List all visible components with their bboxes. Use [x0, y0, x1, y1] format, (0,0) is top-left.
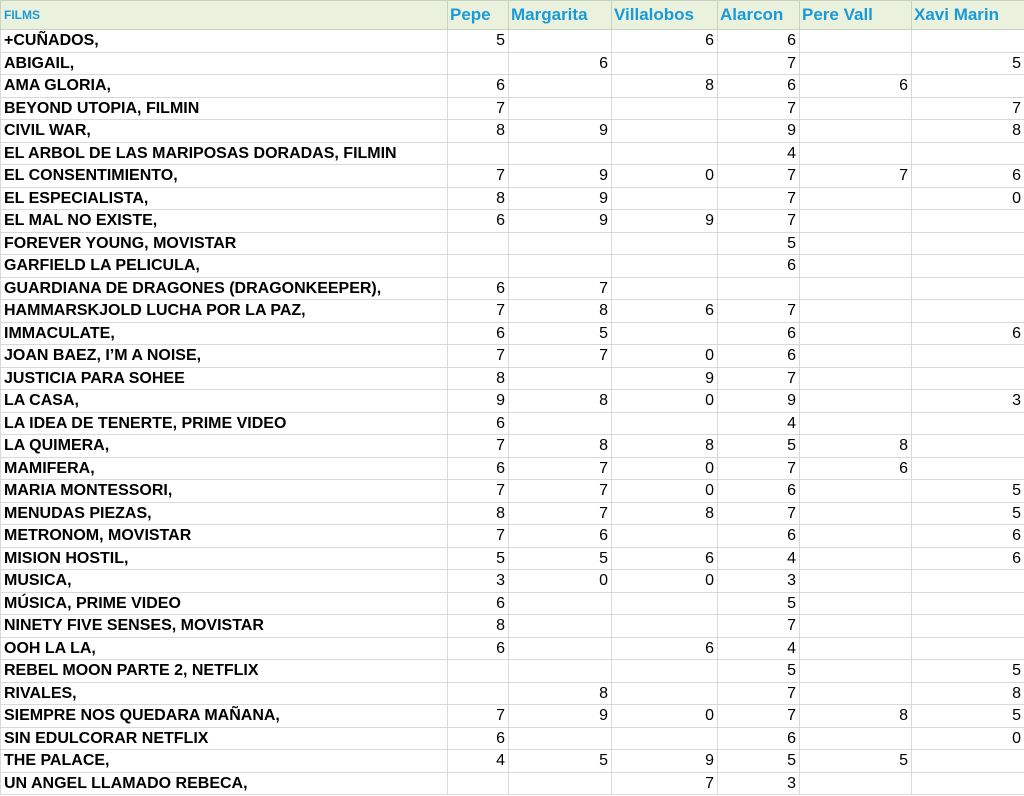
score-cell[interactable]: 5	[718, 232, 800, 255]
score-cell[interactable]	[800, 480, 912, 503]
score-cell[interactable]	[800, 772, 912, 795]
film-title-cell[interactable]: ABIGAIL,	[1, 52, 448, 75]
score-cell[interactable]	[800, 187, 912, 210]
score-cell[interactable]	[800, 367, 912, 390]
table-row	[1, 502, 1024, 525]
score-cell[interactable]	[800, 120, 912, 143]
score-cell[interactable]: 7	[912, 97, 1024, 120]
film-title-cell[interactable]: NINETY FIVE SENSES, MOVISTAR	[1, 615, 448, 638]
film-title-cell[interactable]: LA QUIMERA,	[1, 435, 448, 458]
score-cell[interactable]	[912, 367, 1024, 390]
score-cell[interactable]: 8	[509, 300, 612, 323]
score-cell[interactable]	[912, 277, 1024, 300]
film-title-cell[interactable]: METRONOM, MOVISTAR	[1, 525, 448, 548]
score-cell[interactable]: 6	[448, 592, 509, 615]
score-cell[interactable]: 4	[718, 637, 800, 660]
film-title-cell[interactable]: BEYOND UTOPIA, FILMIN	[1, 97, 448, 120]
score-cell[interactable]	[800, 637, 912, 660]
score-cell[interactable]	[718, 277, 800, 300]
score-cell[interactable]	[509, 142, 612, 165]
score-cell[interactable]: 8	[509, 435, 612, 458]
score-cell[interactable]: 9	[718, 120, 800, 143]
score-cell[interactable]: 6	[448, 277, 509, 300]
score-cell[interactable]	[912, 232, 1024, 255]
film-title-cell[interactable]: EL CONSENTIMIENTO,	[1, 165, 448, 188]
score-cell[interactable]	[612, 727, 718, 750]
score-cell[interactable]: 8	[509, 682, 612, 705]
score-cell[interactable]: 0	[509, 570, 612, 593]
score-cell[interactable]	[912, 637, 1024, 660]
score-cell[interactable]	[800, 232, 912, 255]
score-cell[interactable]: 8	[612, 75, 718, 98]
score-cell[interactable]: 6	[612, 30, 718, 53]
score-cell[interactable]	[912, 772, 1024, 795]
score-cell[interactable]	[509, 75, 612, 98]
score-cell[interactable]	[800, 255, 912, 278]
score-cell[interactable]: 6	[800, 75, 912, 98]
header-rater-margarita[interactable]: Margarita	[509, 1, 612, 30]
score-cell[interactable]	[612, 277, 718, 300]
score-cell[interactable]: 7	[448, 345, 509, 368]
score-cell[interactable]: 6	[448, 727, 509, 750]
score-cell[interactable]	[509, 727, 612, 750]
table-row	[1, 142, 1024, 165]
table-row	[1, 547, 1024, 570]
score-cell[interactable]: 0	[612, 165, 718, 188]
film-title-cell[interactable]: GUARDIANA DE DRAGONES (DRAGONKEEPER),	[1, 277, 448, 300]
score-cell[interactable]: 4	[718, 142, 800, 165]
table-row	[1, 52, 1024, 75]
score-cell[interactable]	[912, 615, 1024, 638]
score-cell[interactable]	[612, 120, 718, 143]
table-row	[1, 660, 1024, 683]
score-cell[interactable]	[612, 615, 718, 638]
film-title-cell[interactable]: UN ANGEL LLAMADO REBECA,	[1, 772, 448, 795]
score-cell[interactable]	[912, 457, 1024, 480]
score-cell[interactable]: 0	[612, 345, 718, 368]
table-row	[1, 187, 1024, 210]
film-title-cell[interactable]: +CUÑADOS,	[1, 30, 448, 53]
table-row	[1, 367, 1024, 390]
table-row	[1, 772, 1024, 795]
score-cell[interactable]: 6	[612, 547, 718, 570]
score-cell[interactable]	[800, 660, 912, 683]
score-cell[interactable]	[509, 30, 612, 53]
score-cell[interactable]: 7	[800, 165, 912, 188]
score-cell[interactable]: 8	[448, 502, 509, 525]
table-row	[1, 727, 1024, 750]
score-cell[interactable]	[800, 615, 912, 638]
header-rater-alarcon[interactable]: Alarcon	[718, 1, 800, 30]
score-cell[interactable]	[800, 30, 912, 53]
film-title-cell[interactable]: JOAN BAEZ, I’M A NOISE,	[1, 345, 448, 368]
score-cell[interactable]: 5	[718, 592, 800, 615]
film-title-cell[interactable]: EL ESPECIALISTA,	[1, 187, 448, 210]
score-cell[interactable]	[800, 322, 912, 345]
score-cell[interactable]: 6	[912, 165, 1024, 188]
table-row	[1, 210, 1024, 233]
score-cell[interactable]	[448, 682, 509, 705]
table-row	[1, 480, 1024, 503]
score-cell[interactable]: 6	[448, 637, 509, 660]
score-cell[interactable]	[912, 30, 1024, 53]
score-cell[interactable]: 7	[718, 97, 800, 120]
score-cell[interactable]: 7	[718, 682, 800, 705]
film-title-cell[interactable]: SIN EDULCORAR NETFLIX	[1, 727, 448, 750]
score-cell[interactable]	[612, 682, 718, 705]
table-row	[1, 30, 1024, 53]
film-title-cell[interactable]: FOREVER YOUNG, MOVISTAR	[1, 232, 448, 255]
score-cell[interactable]: 8	[612, 435, 718, 458]
film-title-cell[interactable]: AMA GLORIA,	[1, 75, 448, 98]
score-cell[interactable]: 5	[912, 52, 1024, 75]
score-cell[interactable]: 9	[509, 705, 612, 728]
score-cell[interactable]: 7	[612, 772, 718, 795]
film-title-cell[interactable]: IMMACULATE,	[1, 322, 448, 345]
score-cell[interactable]: 7	[509, 480, 612, 503]
score-cell[interactable]	[448, 772, 509, 795]
score-cell[interactable]: 6	[448, 75, 509, 98]
score-cell[interactable]: 3	[718, 772, 800, 795]
score-cell[interactable]	[509, 592, 612, 615]
score-cell[interactable]: 6	[448, 412, 509, 435]
score-cell[interactable]: 7	[718, 502, 800, 525]
score-cell[interactable]	[612, 187, 718, 210]
score-cell[interactable]	[509, 660, 612, 683]
table-row	[1, 232, 1024, 255]
film-title-cell[interactable]: THE PALACE,	[1, 750, 448, 773]
score-cell[interactable]	[800, 97, 912, 120]
score-cell[interactable]: 7	[448, 525, 509, 548]
score-cell[interactable]	[612, 232, 718, 255]
table-row	[1, 412, 1024, 435]
score-cell[interactable]: 5	[509, 750, 612, 773]
score-cell[interactable]	[800, 412, 912, 435]
score-cell[interactable]: 6	[718, 480, 800, 503]
score-cell[interactable]: 7	[448, 480, 509, 503]
table-row	[1, 322, 1024, 345]
score-cell[interactable]: 9	[448, 390, 509, 413]
score-cell[interactable]: 7	[718, 52, 800, 75]
score-cell[interactable]: 8	[612, 502, 718, 525]
table-row	[1, 570, 1024, 593]
score-cell[interactable]	[448, 232, 509, 255]
header-rater-pepe[interactable]: Pepe	[448, 1, 509, 30]
score-cell[interactable]: 6	[800, 457, 912, 480]
table-row	[1, 97, 1024, 120]
score-cell[interactable]: 5	[718, 660, 800, 683]
score-cell[interactable]	[912, 412, 1024, 435]
score-cell[interactable]: 5	[509, 547, 612, 570]
score-cell[interactable]: 5	[912, 480, 1024, 503]
score-cell[interactable]: 0	[612, 457, 718, 480]
score-cell[interactable]: 5	[448, 30, 509, 53]
score-cell[interactable]: 6	[448, 457, 509, 480]
score-cell[interactable]	[912, 142, 1024, 165]
film-title-cell[interactable]: OOH LA LA,	[1, 637, 448, 660]
score-cell[interactable]: 9	[612, 750, 718, 773]
header-rater-pere-vall[interactable]: Pere Vall	[800, 1, 912, 30]
film-title-cell[interactable]: MÚSICA, PRIME VIDEO	[1, 592, 448, 615]
film-title-cell[interactable]: CIVIL WAR,	[1, 120, 448, 143]
table-body	[1, 30, 1024, 795]
score-cell[interactable]: 6	[612, 300, 718, 323]
score-cell[interactable]: 7	[718, 300, 800, 323]
film-title-cell[interactable]: LA IDEA DE TENERTE, PRIME VIDEO	[1, 412, 448, 435]
score-cell[interactable]: 7	[718, 165, 800, 188]
film-title-cell[interactable]: EL MAL NO EXISTE,	[1, 210, 448, 233]
score-cell[interactable]	[912, 435, 1024, 458]
score-cell[interactable]: 9	[509, 187, 612, 210]
score-cell[interactable]: 8	[448, 120, 509, 143]
score-cell[interactable]: 7	[509, 457, 612, 480]
score-cell[interactable]	[912, 300, 1024, 323]
score-cell[interactable]: 9	[509, 165, 612, 188]
score-cell[interactable]: 0	[612, 570, 718, 593]
score-cell[interactable]: 8	[448, 615, 509, 638]
score-cell[interactable]	[509, 232, 612, 255]
score-cell[interactable]: 5	[912, 502, 1024, 525]
score-cell[interactable]	[800, 52, 912, 75]
score-cell[interactable]: 7	[718, 210, 800, 233]
score-cell[interactable]: 7	[718, 187, 800, 210]
score-cell[interactable]	[800, 300, 912, 323]
film-title-cell[interactable]: GARFIELD LA PELICULA,	[1, 255, 448, 278]
score-cell[interactable]: 6	[718, 75, 800, 98]
score-cell[interactable]	[912, 210, 1024, 233]
score-cell[interactable]: 5	[912, 660, 1024, 683]
score-cell[interactable]: 4	[448, 750, 509, 773]
score-cell[interactable]	[912, 75, 1024, 98]
film-title-cell[interactable]: MENUDAS PIEZAS,	[1, 502, 448, 525]
score-cell[interactable]: 6	[718, 322, 800, 345]
score-cell[interactable]	[912, 592, 1024, 615]
film-title-cell[interactable]: MAMIFERA,	[1, 457, 448, 480]
score-cell[interactable]: 6	[509, 52, 612, 75]
table-row	[1, 750, 1024, 773]
score-cell[interactable]: 3	[718, 570, 800, 593]
score-cell[interactable]: 5	[718, 750, 800, 773]
score-cell[interactable]	[509, 637, 612, 660]
score-cell[interactable]	[912, 345, 1024, 368]
score-cell[interactable]: 8	[509, 390, 612, 413]
table-row	[1, 637, 1024, 660]
score-cell[interactable]: 3	[448, 570, 509, 593]
score-cell[interactable]: 6	[612, 637, 718, 660]
score-cell[interactable]: 3	[912, 390, 1024, 413]
score-cell[interactable]	[800, 592, 912, 615]
score-cell[interactable]	[912, 255, 1024, 278]
table-row	[1, 390, 1024, 413]
score-cell[interactable]	[509, 615, 612, 638]
score-cell[interactable]: 9	[612, 367, 718, 390]
table-row	[1, 300, 1024, 323]
table-row	[1, 277, 1024, 300]
film-title-cell[interactable]: SIEMPRE NOS QUEDARA MAÑANA,	[1, 705, 448, 728]
score-cell[interactable]	[800, 727, 912, 750]
score-cell[interactable]	[612, 255, 718, 278]
score-cell[interactable]	[800, 277, 912, 300]
score-cell[interactable]: 0	[612, 390, 718, 413]
header-rater-villalobos[interactable]: Villalobos	[612, 1, 718, 30]
score-cell[interactable]: 7	[509, 345, 612, 368]
score-cell[interactable]: 4	[718, 547, 800, 570]
score-cell[interactable]: 6	[912, 322, 1024, 345]
score-cell[interactable]: 8	[800, 705, 912, 728]
score-cell[interactable]	[509, 367, 612, 390]
table-row	[1, 592, 1024, 615]
score-cell[interactable]	[800, 525, 912, 548]
score-cell[interactable]	[448, 255, 509, 278]
score-cell[interactable]: 6	[718, 727, 800, 750]
score-cell[interactable]	[800, 570, 912, 593]
score-cell[interactable]: 7	[448, 165, 509, 188]
score-cell[interactable]: 7	[509, 277, 612, 300]
score-cell[interactable]: 9	[509, 120, 612, 143]
score-cell[interactable]	[448, 142, 509, 165]
score-cell[interactable]	[612, 52, 718, 75]
score-cell[interactable]	[612, 592, 718, 615]
score-cell[interactable]: 8	[800, 435, 912, 458]
score-cell[interactable]: 7	[448, 97, 509, 120]
score-cell[interactable]	[448, 52, 509, 75]
score-cell[interactable]: 6	[718, 525, 800, 548]
score-cell[interactable]	[509, 97, 612, 120]
score-cell[interactable]	[612, 97, 718, 120]
score-cell[interactable]: 9	[509, 210, 612, 233]
film-title-cell[interactable]: EL ARBOL DE LAS MARIPOSAS DORADAS, FILMIN	[1, 142, 448, 165]
score-cell[interactable]	[612, 142, 718, 165]
score-cell[interactable]	[800, 682, 912, 705]
score-cell[interactable]	[612, 412, 718, 435]
film-title-cell[interactable]: RIVALES,	[1, 682, 448, 705]
score-cell[interactable]: 7	[718, 457, 800, 480]
score-cell[interactable]: 0	[912, 727, 1024, 750]
score-cell[interactable]	[912, 570, 1024, 593]
score-cell[interactable]	[800, 210, 912, 233]
table-row	[1, 255, 1024, 278]
table-row	[1, 457, 1024, 480]
score-cell[interactable]	[509, 412, 612, 435]
score-cell[interactable]	[800, 547, 912, 570]
score-cell[interactable]: 7	[718, 615, 800, 638]
score-cell[interactable]: 6	[912, 525, 1024, 548]
film-title-cell[interactable]: MUSICA,	[1, 570, 448, 593]
score-cell[interactable]: 6	[718, 30, 800, 53]
score-cell[interactable]: 7	[718, 367, 800, 390]
score-cell[interactable]	[509, 255, 612, 278]
table-row	[1, 165, 1024, 188]
score-cell[interactable]: 5	[448, 547, 509, 570]
score-cell[interactable]: 5	[509, 322, 612, 345]
header-rater-xavi-marin[interactable]: Xavi Marin	[912, 1, 1024, 30]
score-cell[interactable]	[612, 322, 718, 345]
header-films[interactable]: FILMS	[1, 1, 448, 30]
score-cell[interactable]: 0	[912, 187, 1024, 210]
table-row	[1, 345, 1024, 368]
score-cell[interactable]	[800, 502, 912, 525]
film-title-cell[interactable]: REBEL MOON PARTE 2, NETFLIX	[1, 660, 448, 683]
score-cell[interactable]: 7	[509, 502, 612, 525]
header-row	[1, 1, 1024, 30]
score-cell[interactable]: 8	[448, 187, 509, 210]
score-cell[interactable]	[612, 525, 718, 548]
score-cell[interactable]: 8	[912, 682, 1024, 705]
score-cell[interactable]: 6	[448, 210, 509, 233]
film-title-cell[interactable]: MARIA MONTESSORI,	[1, 480, 448, 503]
score-cell[interactable]: 6	[448, 322, 509, 345]
score-cell[interactable]: 0	[612, 480, 718, 503]
table-row	[1, 615, 1024, 638]
score-cell[interactable]: 6	[912, 547, 1024, 570]
table-row	[1, 525, 1024, 548]
score-cell[interactable]	[612, 660, 718, 683]
score-cell[interactable]	[448, 660, 509, 683]
score-cell[interactable]: 8	[448, 367, 509, 390]
score-cell[interactable]	[800, 390, 912, 413]
score-cell[interactable]	[912, 750, 1024, 773]
score-cell[interactable]: 5	[800, 750, 912, 773]
score-cell[interactable]: 7	[448, 300, 509, 323]
film-title-cell[interactable]: HAMMARSKJOLD LUCHA POR LA PAZ,	[1, 300, 448, 323]
score-cell[interactable]: 9	[718, 390, 800, 413]
score-cell[interactable]: 4	[718, 412, 800, 435]
film-title-cell[interactable]: LA CASA,	[1, 390, 448, 413]
score-cell[interactable]: 6	[718, 345, 800, 368]
table-row	[1, 705, 1024, 728]
score-cell[interactable]: 5	[718, 435, 800, 458]
score-cell[interactable]	[509, 772, 612, 795]
score-cell[interactable]	[800, 142, 912, 165]
score-cell[interactable]	[800, 345, 912, 368]
film-title-cell[interactable]: MISION HOSTIL,	[1, 547, 448, 570]
score-cell[interactable]: 7	[448, 435, 509, 458]
score-cell[interactable]: 6	[509, 525, 612, 548]
table-row	[1, 75, 1024, 98]
film-title-cell[interactable]: JUSTICIA PARA SOHEE	[1, 367, 448, 390]
score-cell[interactable]: 6	[718, 255, 800, 278]
score-cell[interactable]: 0	[612, 705, 718, 728]
score-cell[interactable]: 5	[912, 705, 1024, 728]
table-row	[1, 435, 1024, 458]
score-cell[interactable]: 7	[448, 705, 509, 728]
score-cell[interactable]: 8	[912, 120, 1024, 143]
table-row	[1, 682, 1024, 705]
score-cell[interactable]: 9	[612, 210, 718, 233]
score-cell[interactable]: 7	[718, 705, 800, 728]
table-row	[1, 120, 1024, 143]
